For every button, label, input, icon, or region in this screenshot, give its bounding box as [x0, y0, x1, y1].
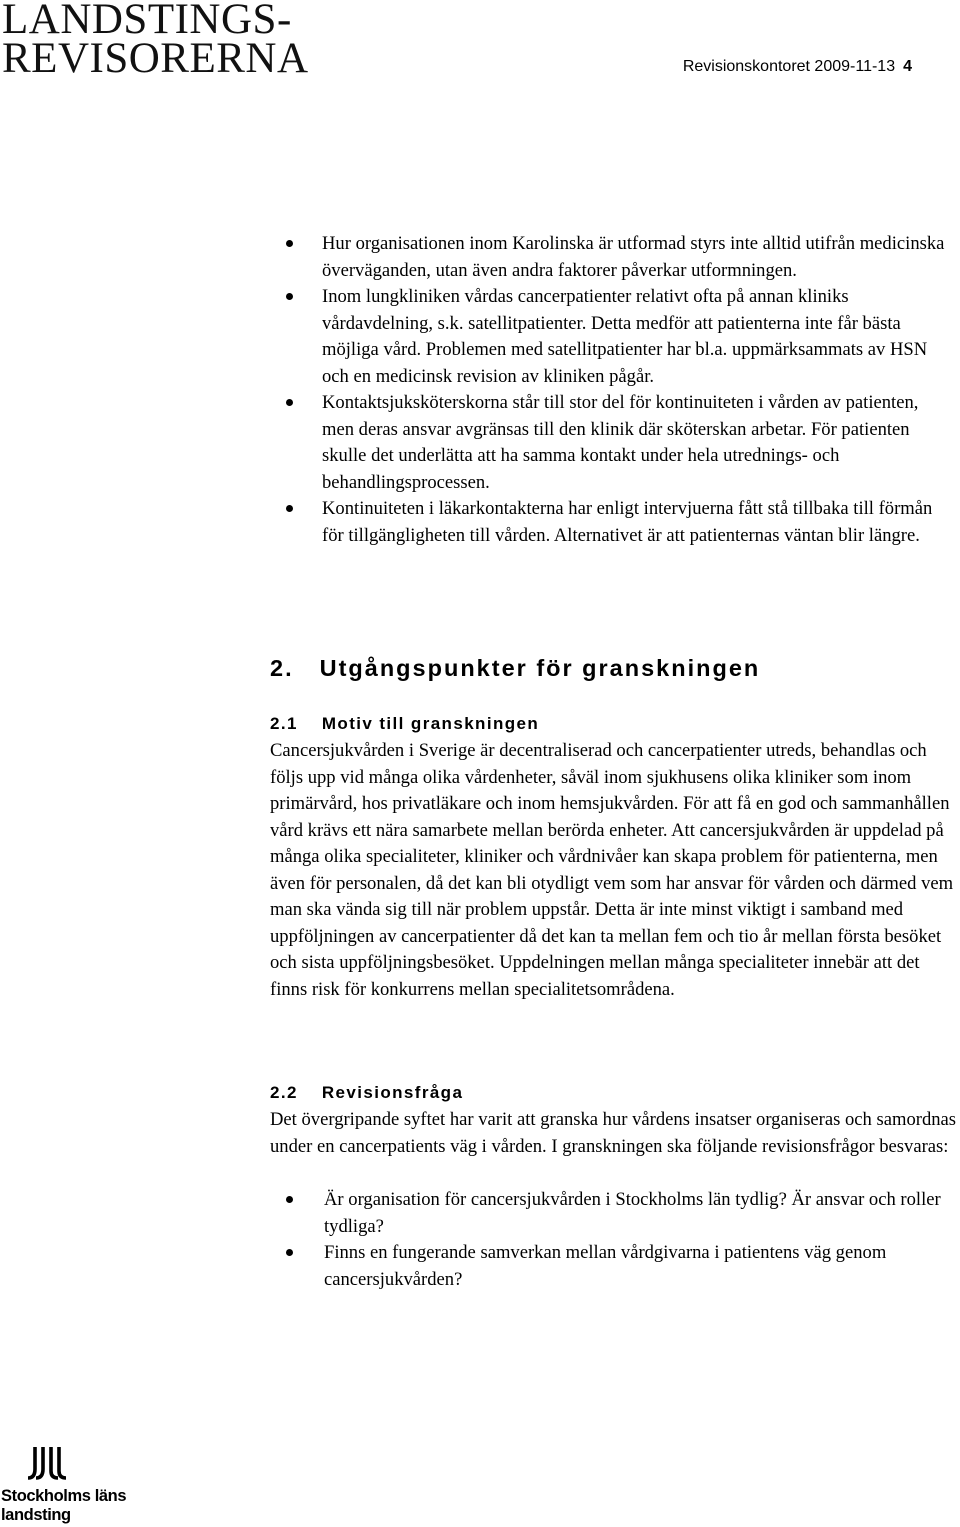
footer-logo-line-2: landsting [1, 1506, 71, 1524]
logo-line-2: REVISORERNA [2, 35, 309, 82]
list-item-text: Kontinuiteten i läkarkontakterna har enligt intervjuerna fått stå tillbaka till förmån för tillgängligheten till vården. Alternativet är att patienternas väntan blir längre. [322, 498, 933, 546]
bullet-icon [286, 1249, 293, 1256]
bullet-icon [286, 293, 293, 300]
subsection-number: 2.1 [270, 714, 298, 733]
findings-list [286, 231, 946, 549]
list-item-text: Inom lungkliniken vårdas cancerpatienter relativt ofta på annan kliniks vårdavdelning, s.k. satellitpatienter. Detta medför att patienterna inte får bästa möjliga vård. Problemen med satellitpatienter har bl.a. uppmärksammats av HSN och en medicinsk revision av kliniken pågår. [322, 286, 928, 387]
section-title: Utgångspunkter för granskningen [319, 655, 761, 681]
list-item [286, 1187, 946, 1240]
sll-emblem-icon [26, 1445, 84, 1485]
page-number: 4 [903, 58, 912, 75]
logo-line-1: LANDSTINGS- [2, 0, 292, 43]
section-number: 2. [270, 655, 294, 681]
stockholms-lans-landsting-logo [0, 1445, 150, 1527]
list-item-text: Hur organisationen inom Karolinska är utformad styrs inte alltid utifrån medicinska överväganden, utan även andra faktorer påverkar utformningen. [322, 233, 945, 281]
subsection-number: 2.2 [270, 1083, 298, 1102]
list-item [286, 1240, 946, 1293]
revision-questions-list [286, 1187, 946, 1293]
bullet-icon [286, 240, 293, 247]
subsection-title: Motiv till granskningen [321, 714, 540, 733]
list-item [286, 390, 946, 496]
list-item [286, 496, 946, 549]
bullet-icon [286, 505, 293, 512]
list-item-text: Finns en fungerande samverkan mellan vårdgivarna i patientens väg genom cancersjukvården? [324, 1242, 887, 1290]
list-item [286, 231, 946, 284]
landstingsrevisorerna-logo [2, 0, 309, 82]
motiv-paragraph: Cancersjukvården i Sverige är decentraliserad och cancerpatienter utreds, behandlas och följs upp vid många olika vårdenheter, såväl inom sjukhusens olika kliniker som inom primärvård, hos privatläkare och inom hemsjukvården. För att få en god och sammanhållen vård krävs ett nära samarbete mellan berörda enheter. Att cancersjukvården är uppdelad på många olika specialiteter, kliniker och vårdnivåer kan skapa problem för patienterna, men även för personalen, då det kan bli otydligt vem som har ansvar för vården och därmed vem man ska vända sig till när problem uppstår. Detta är inte minst viktigt i samband med uppföljningen av cancerpatienter då det kan ta mellan fem och tio år mellan första besöket och sista uppföljningsbesöket. Uppdelningen mellan många specialiteter innebär att det finns risk för konkurrens mellan specialitetsområdena. [270, 740, 954, 1000]
subsection-heading-2-1 [270, 714, 539, 734]
revisionsfraga-paragraph: Det övergripande syftet har varit att granska hur vårdens insatser organiseras och samordnas under en cancerpatients väg i vården. I granskningen ska följande revisionsfrågor besvaras: [270, 1109, 957, 1157]
section-heading-2 [270, 655, 760, 682]
bullet-icon [286, 1196, 293, 1203]
list-item-text: Kontaktsjuksköterskorna står till stor del för kontinuiteten i vården av patienten, men deras ansvar avgränsas till den klinik där sköterskan arbetar. För patienten skulle det underlätta att ha samma kontakt under hela utrednings- och behandlingsprocessen. [322, 392, 919, 493]
footer-logo-line-1: Stockholms läns [1, 1487, 127, 1505]
page-header-info [683, 58, 912, 76]
subsection-heading-2-2 [270, 1083, 463, 1103]
bullet-icon [286, 399, 293, 406]
subsection-title: Revisionsfråga [321, 1083, 464, 1102]
list-item-text: Är organisation för cancersjukvården i Stockholms län tydlig? Är ansvar och roller tydliga? [324, 1189, 941, 1237]
office-date: Revisionskontoret 2009-11-13 [682, 58, 896, 75]
list-item [286, 284, 946, 390]
